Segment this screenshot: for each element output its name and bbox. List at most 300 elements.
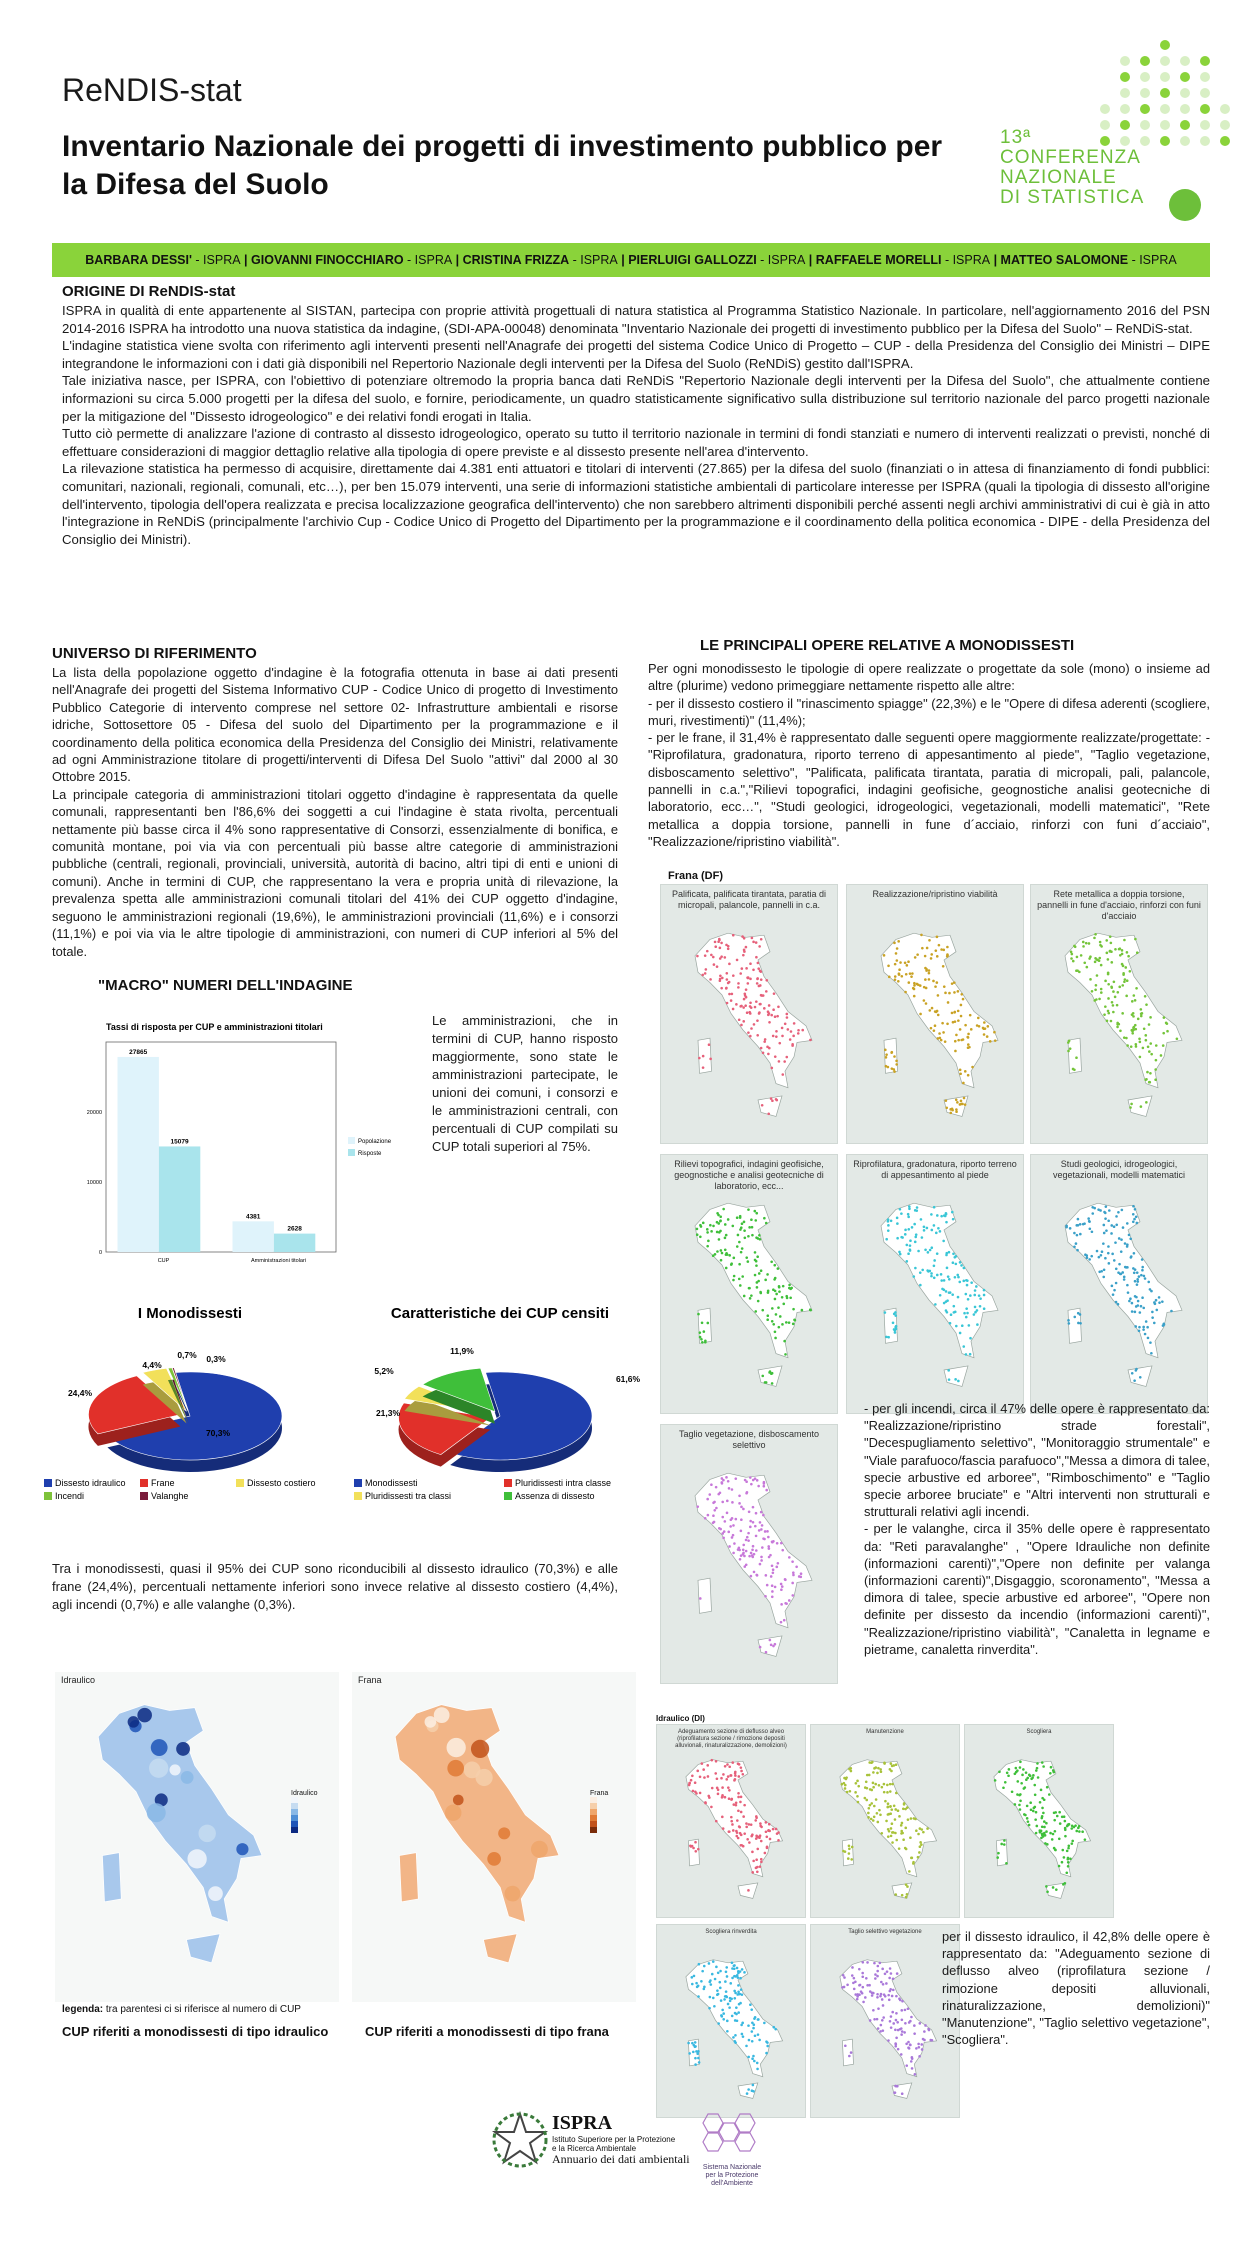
- project-dot: [892, 2022, 895, 2025]
- project-dot: [770, 1014, 773, 1017]
- project-dot: [732, 1803, 735, 1806]
- project-dot: [971, 1066, 974, 1069]
- project-dot: [895, 1995, 898, 1998]
- pin-dot: [1180, 72, 1190, 82]
- project-dot: [949, 1322, 952, 1325]
- project-dot: [1087, 1217, 1090, 1220]
- project-dot: [1124, 978, 1127, 981]
- project-dot: [924, 955, 927, 958]
- project-dot: [1077, 1218, 1080, 1221]
- project-dot: [911, 972, 914, 975]
- project-dot: [1074, 1824, 1077, 1827]
- project-dot: [1051, 1838, 1054, 1841]
- project-dot: [953, 1311, 956, 1314]
- project-dot: [742, 1815, 745, 1818]
- project-dot: [728, 963, 731, 966]
- project-dot: [775, 1828, 778, 1831]
- project-dot: [752, 2055, 755, 2058]
- project-dot: [774, 1277, 777, 1280]
- project-dot: [1098, 998, 1101, 1001]
- project-dot: [891, 1995, 894, 1998]
- project-dot: [711, 1787, 714, 1790]
- project-dot: [761, 1546, 764, 1549]
- project-dot: [909, 1249, 912, 1252]
- project-dot: [767, 1545, 770, 1548]
- project-dot: [1120, 1238, 1123, 1241]
- project-dot: [745, 1256, 748, 1259]
- project-dot: [716, 1250, 719, 1253]
- project-dot: [1165, 1022, 1168, 1025]
- project-dot: [751, 2089, 754, 2092]
- project-dot: [736, 1831, 739, 1834]
- project-dot: [1139, 1311, 1142, 1314]
- project-dot: [856, 1795, 859, 1798]
- project-dot: [1088, 1258, 1091, 1261]
- project-dot: [843, 1777, 846, 1780]
- project-dot: [1144, 1034, 1147, 1037]
- project-dot: [942, 1240, 945, 1243]
- project-dot: [1132, 1205, 1135, 1208]
- project-dot: [731, 1798, 734, 1801]
- project-dot: [1036, 1762, 1039, 1765]
- project-dot: [907, 2046, 910, 2049]
- project-dot: [1052, 1769, 1055, 1772]
- project-dot: [960, 1004, 963, 1007]
- project-dot: [946, 955, 949, 958]
- project-dot: [721, 1816, 724, 1819]
- project-dot: [753, 2060, 756, 2063]
- project-dot: [741, 1222, 744, 1225]
- project-dot: [1141, 1266, 1144, 1269]
- project-dot: [1085, 942, 1088, 945]
- project-dot: [742, 954, 745, 957]
- project-dot: [1067, 1844, 1070, 1847]
- project-dot: [962, 1280, 965, 1283]
- project-dot: [894, 1893, 897, 1896]
- project-dot: [789, 1038, 792, 1041]
- project-dot: [1026, 1817, 1029, 1820]
- project-dot: [969, 1353, 972, 1356]
- project-dot: [861, 1961, 864, 1964]
- project-dot: [967, 1033, 970, 1036]
- ispra-name: ISPRA: [552, 2112, 613, 2134]
- project-dot: [894, 1331, 897, 1334]
- project-dot: [888, 1999, 891, 2002]
- project-dot: [885, 1982, 888, 1985]
- project-dot: [914, 1267, 917, 1270]
- project-dot: [756, 1479, 759, 1482]
- project-dot: [739, 1284, 742, 1287]
- project-dot: [887, 1805, 890, 1808]
- emblem-icon: [490, 2110, 550, 2170]
- project-dot: [715, 1820, 718, 1823]
- panel-label: Taglio selettivo vegetazione: [848, 1929, 922, 1935]
- project-dot: [716, 1989, 719, 1992]
- project-dot: [930, 1246, 933, 1249]
- project-dot: [741, 1247, 744, 1250]
- project-dot: [928, 972, 931, 975]
- project-dot: [953, 991, 956, 994]
- project-dot: [889, 1812, 892, 1815]
- project-dot: [721, 1477, 724, 1480]
- project-dot: [895, 1328, 898, 1331]
- project-dot: [970, 1281, 973, 1284]
- project-dot: [788, 1599, 791, 1602]
- project-dot: [1093, 937, 1096, 940]
- project-dot: [871, 1994, 874, 1997]
- project-dot: [762, 1514, 765, 1517]
- project-dot: [1131, 1372, 1134, 1375]
- project-dot: [766, 1318, 769, 1321]
- project-dot: [920, 934, 923, 937]
- project-dot: [899, 1208, 902, 1211]
- project-dot: [955, 1325, 958, 1328]
- project-dot: [883, 1762, 886, 1765]
- project-dot: [694, 1781, 697, 1784]
- project-dot: [726, 2030, 729, 2033]
- project-dot: [755, 1212, 758, 1215]
- project-dot: [711, 1759, 714, 1762]
- project-dot: [706, 1245, 709, 1248]
- author-affiliation: - ISPRA: [756, 253, 806, 267]
- project-dot: [994, 1039, 997, 1042]
- project-dot: [957, 1039, 960, 1042]
- project-dot: [737, 1234, 740, 1237]
- project-dot: [1120, 1273, 1123, 1276]
- project-dot: [1126, 1222, 1129, 1225]
- project-dot: [865, 1977, 868, 1980]
- project-dot: [891, 1822, 894, 1825]
- project-dot: [737, 2011, 740, 2014]
- project-dot: [846, 1791, 849, 1794]
- project-dot: [900, 1212, 903, 1215]
- opere-intro: Per ogni monodissesto le tipologie di opere realizzate o progettate da sole (mono) o insieme ad altre (plurime) vedono primeggiare nettamente rispetto alle altre:: [648, 661, 1210, 694]
- project-dot: [738, 1263, 741, 1266]
- project-dot: [766, 1846, 769, 1849]
- project-dot: [880, 1993, 883, 1996]
- project-dot: [955, 1098, 958, 1101]
- origine-heading: ORIGINE DI ReNDIS-stat: [62, 283, 236, 300]
- project-dot: [1114, 996, 1117, 999]
- project-dot: [965, 1293, 968, 1296]
- project-dot: [1103, 1013, 1106, 1016]
- legend-swatch: [44, 1492, 52, 1500]
- map-idraulico-legend: [291, 1790, 317, 1833]
- project-dot: [915, 1209, 918, 1212]
- project-dot: [893, 942, 896, 945]
- project-dot: [704, 954, 707, 957]
- project-dot: [907, 1252, 910, 1255]
- project-dot: [717, 1793, 720, 1796]
- project-dot: [964, 1024, 967, 1027]
- project-dot: [1121, 1209, 1124, 1212]
- project-dot: [893, 1805, 896, 1808]
- project-dot: [1026, 1805, 1029, 1808]
- project-dot: [728, 1789, 731, 1792]
- project-dot: [1063, 1856, 1066, 1859]
- project-dot: [712, 956, 715, 959]
- author-name: GIOVANNI FINOCCHIARO: [251, 253, 404, 267]
- project-dot: [1041, 1825, 1044, 1828]
- project-dot: [778, 1060, 781, 1063]
- project-dot: [751, 2030, 754, 2033]
- project-dot: [1123, 980, 1126, 983]
- project-dot: [743, 950, 746, 953]
- project-dot: [750, 1552, 753, 1555]
- project-dot: [1144, 995, 1147, 998]
- project-dot: [731, 1823, 734, 1826]
- legend-swatch: [44, 1479, 52, 1487]
- project-dot: [734, 1774, 737, 1777]
- project-dot: [876, 2018, 879, 2021]
- legend-swatch: [140, 1479, 148, 1487]
- project-dot: [930, 1027, 933, 1030]
- project-dot: [963, 1312, 966, 1315]
- project-dot: [905, 973, 908, 976]
- project-dot: [718, 1527, 721, 1530]
- project-dot: [906, 1260, 909, 1263]
- project-dot: [900, 1824, 903, 1827]
- project-dot: [708, 2007, 711, 2010]
- project-dot: [895, 1763, 898, 1766]
- project-dot: [734, 2034, 737, 2037]
- project-dot: [774, 1337, 777, 1340]
- project-dot: [742, 1006, 745, 1009]
- project-dot: [912, 1861, 915, 1864]
- project-dot: [940, 1273, 943, 1276]
- project-dot: [885, 1336, 888, 1339]
- project-dot: [748, 1011, 751, 1014]
- project-dot: [887, 1336, 890, 1339]
- legend-title: Frana: [590, 1790, 609, 1797]
- project-dot: [1075, 1056, 1078, 1059]
- project-dot: [974, 1289, 977, 1292]
- project-dot: [754, 1819, 757, 1822]
- project-dot: [731, 1488, 734, 1491]
- project-dot: [976, 1323, 979, 1326]
- project-dot: [929, 1249, 932, 1252]
- pie-slice-label: 0,3%: [206, 1354, 226, 1364]
- project-dot: [953, 1011, 956, 1014]
- project-dot: [751, 2040, 754, 2043]
- project-dot: [724, 1520, 727, 1523]
- project-dot: [1158, 1301, 1161, 1304]
- project-dot: [728, 1765, 731, 1768]
- project-dot: [749, 962, 752, 965]
- project-dot: [691, 1976, 694, 1979]
- project-dot: [1067, 1824, 1070, 1827]
- project-dot: [983, 1033, 986, 1036]
- map-frana-legend: [590, 1790, 608, 1833]
- province-area: [151, 1739, 168, 1756]
- project-dot: [1122, 965, 1125, 968]
- project-dot: [1019, 1760, 1022, 1763]
- author-affiliation: - ISPRA: [1128, 253, 1177, 267]
- project-dot: [745, 1539, 748, 1542]
- project-dot: [964, 1070, 967, 1073]
- project-dot: [1129, 1237, 1132, 1240]
- project-dot: [846, 1984, 849, 1987]
- project-dot: [699, 1235, 702, 1238]
- project-dot: [693, 1975, 696, 1978]
- project-dot: [756, 977, 759, 980]
- pin-dot: [1180, 104, 1190, 114]
- project-dot: [1126, 951, 1129, 954]
- province-area: [169, 1764, 180, 1775]
- project-dot: [950, 1313, 953, 1316]
- project-dot: [1067, 1847, 1070, 1850]
- project-dot: [735, 1801, 738, 1804]
- project-dot: [924, 967, 927, 970]
- project-dot: [1135, 1215, 1138, 1218]
- project-dot: [721, 1786, 724, 1789]
- project-dot: [778, 1286, 781, 1289]
- project-dot: [887, 1835, 890, 1838]
- project-dot: [784, 1022, 787, 1025]
- project-dot: [1108, 1262, 1111, 1265]
- legend-label: Monodissesti: [365, 1478, 418, 1488]
- project-dot: [1029, 1775, 1032, 1778]
- province-area: [137, 1708, 152, 1723]
- pin-dot: [1140, 56, 1150, 66]
- project-dot: [934, 949, 937, 952]
- project-dot: [754, 1251, 757, 1254]
- project-dot: [792, 1035, 795, 1038]
- project-dot: [720, 1777, 723, 1780]
- project-dot: [742, 1553, 745, 1556]
- project-dot: [702, 1768, 705, 1771]
- project-dot: [785, 1321, 788, 1324]
- idraulico-map-panel: [810, 1924, 960, 2118]
- project-dot: [841, 1986, 844, 1989]
- project-dot: [790, 1287, 793, 1290]
- project-dot: [757, 967, 760, 970]
- project-dot: [738, 1546, 741, 1549]
- project-dot: [983, 1289, 986, 1292]
- project-dot: [987, 1025, 990, 1028]
- project-dot: [989, 1040, 992, 1043]
- project-dot: [935, 1011, 938, 1014]
- pie-slice-label: 5,2%: [374, 1366, 394, 1376]
- project-dot: [724, 1980, 727, 1983]
- project-dot: [841, 1783, 844, 1786]
- project-dot: [756, 1574, 759, 1577]
- author-name: BARBARA DESSI': [85, 253, 192, 267]
- project-dot: [747, 982, 750, 985]
- project-dot: [710, 1483, 713, 1486]
- project-dot: [771, 1320, 774, 1323]
- project-dot: [759, 984, 762, 987]
- project-dot: [755, 956, 758, 959]
- project-dot: [892, 1764, 895, 1767]
- project-dot: [1075, 1242, 1078, 1245]
- project-dot: [1107, 1245, 1110, 1248]
- project-dot: [777, 1267, 780, 1270]
- project-dot: [1154, 1078, 1157, 1081]
- project-dot: [736, 1974, 739, 1977]
- project-dot: [776, 1015, 779, 1018]
- project-dot: [704, 1802, 707, 1805]
- project-dot: [726, 1763, 729, 1766]
- project-dot: [722, 1208, 725, 1211]
- macro-heading: "MACRO" NUMERI DELL'INDAGINE: [98, 977, 353, 994]
- project-dot: [957, 1380, 960, 1383]
- project-dot: [763, 1482, 766, 1485]
- project-dot: [901, 2030, 904, 2033]
- project-dot: [876, 1975, 879, 1978]
- project-dot: [1066, 1850, 1069, 1853]
- project-dot: [930, 1272, 933, 1275]
- project-dot: [739, 1216, 742, 1219]
- project-dot: [1132, 1220, 1135, 1223]
- project-dot: [855, 1782, 858, 1785]
- pin-dot: [1200, 136, 1210, 146]
- project-dot: [708, 1796, 711, 1799]
- project-dot: [1166, 1030, 1169, 1033]
- project-dot: [1146, 1071, 1149, 1074]
- project-dot: [749, 978, 752, 981]
- project-dot: [1104, 1005, 1107, 1008]
- project-dot: [740, 1518, 743, 1521]
- project-dot: [1104, 1217, 1107, 1220]
- province-area: [147, 1803, 166, 1822]
- project-dot: [721, 1795, 724, 1798]
- project-dot: [713, 1509, 716, 1512]
- project-dot: [867, 1816, 870, 1819]
- project-dot: [720, 1249, 723, 1252]
- province-area: [471, 1740, 489, 1758]
- project-dot: [954, 1255, 957, 1258]
- pie-slice-label: 70,3%: [205, 1428, 231, 1438]
- project-dot: [786, 1016, 789, 1019]
- project-dot: [1136, 1278, 1139, 1281]
- project-dot: [1107, 958, 1110, 961]
- project-dot: [748, 1287, 751, 1290]
- pin-dot: [1160, 88, 1170, 98]
- project-dot: [947, 1275, 950, 1278]
- project-dot: [945, 1290, 948, 1293]
- project-dot: [716, 1993, 719, 1996]
- project-dot: [760, 978, 763, 981]
- project-dot: [746, 1011, 749, 1014]
- project-dot: [721, 2015, 724, 2018]
- project-dot: [729, 1982, 732, 1985]
- project-dot: [1145, 1039, 1148, 1042]
- project-dot: [891, 2011, 894, 2014]
- project-dot: [1034, 1793, 1037, 1796]
- project-dot: [1023, 1813, 1026, 1816]
- project-dot: [1103, 1268, 1106, 1271]
- project-dot: [779, 1315, 782, 1318]
- project-dot: [721, 2009, 724, 2012]
- project-dot: [849, 1790, 852, 1793]
- project-dot: [780, 1542, 783, 1545]
- project-dot: [755, 1858, 758, 1861]
- project-dot: [771, 1099, 774, 1102]
- project-dot: [766, 1314, 769, 1317]
- project-dot: [1117, 991, 1120, 994]
- project-dot: [955, 1263, 958, 1266]
- project-dot: [776, 1542, 779, 1545]
- project-dot: [739, 1832, 742, 1835]
- project-dot: [717, 940, 720, 943]
- project-dot: [897, 2029, 900, 2032]
- italy-choropleth: [98, 1705, 262, 1923]
- project-dot: [1134, 938, 1137, 941]
- project-dot: [1046, 1890, 1049, 1893]
- project-dot: [745, 2045, 748, 2048]
- project-dot: [1102, 1242, 1105, 1245]
